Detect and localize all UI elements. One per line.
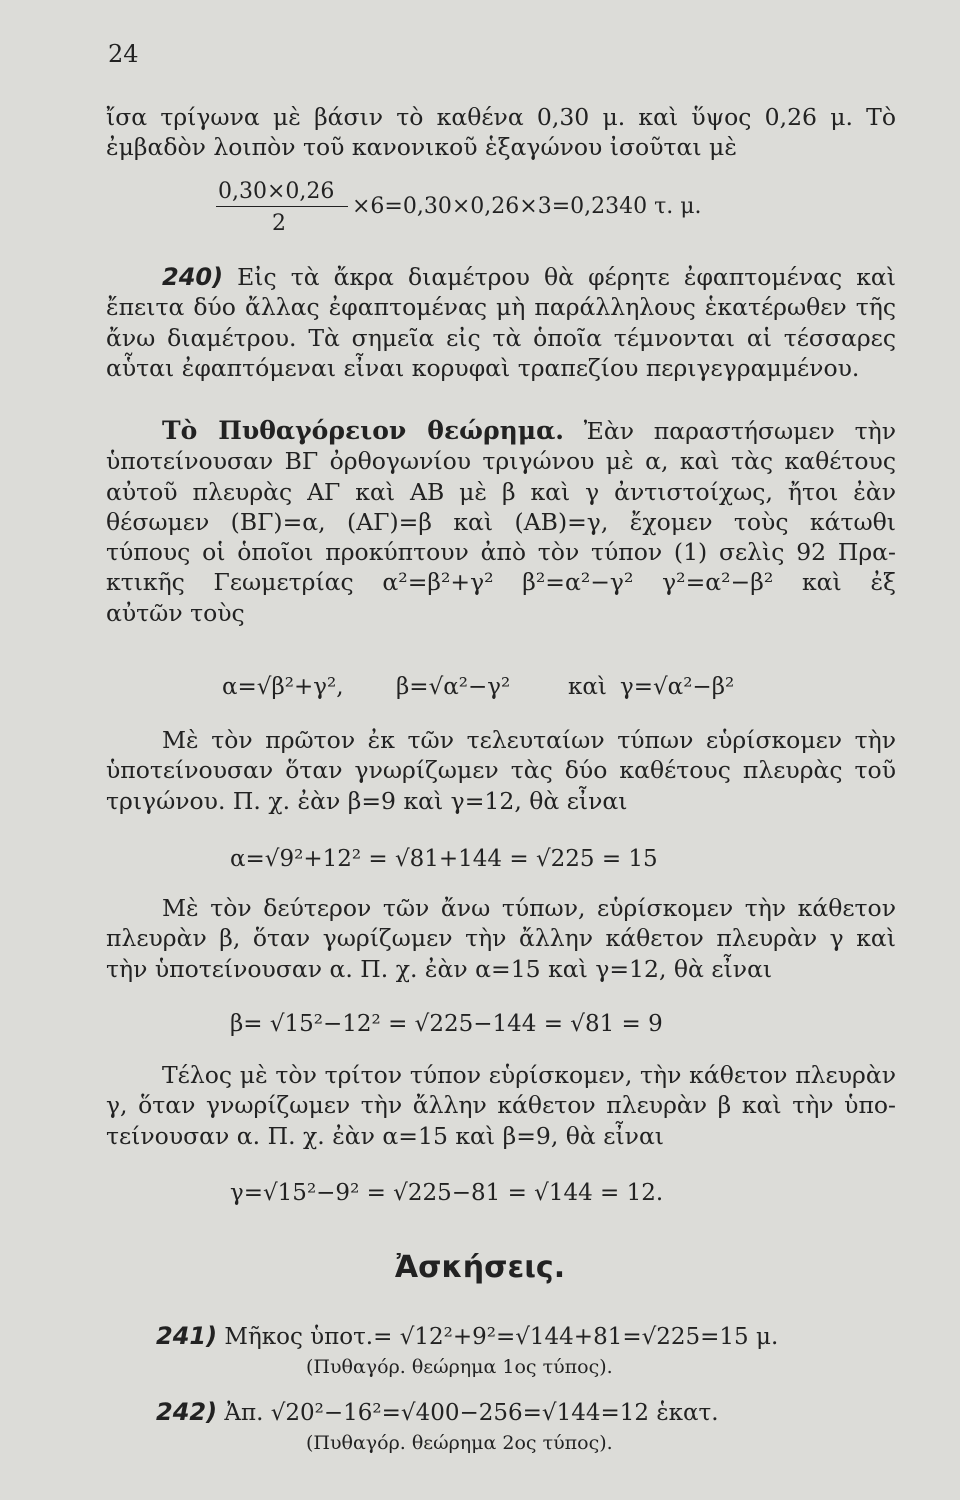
text-line: αὗται ἐφαπτόμεναι εἶναι κορυφαὶ τραπεζίου περιγεγραμμένου. (106, 353, 860, 382)
formula-a: α=√β²+γ², (222, 674, 344, 700)
exercises-heading: Ἀσκήσεις. (394, 1250, 566, 1285)
text-line: Τέλος μὲ τὸν τρίτον τύπον εὑρίσκομεν, τὴν κάθετον πλευρὰν (162, 1061, 896, 1089)
equation-beta: β= √15²−12² = √225−144 = √81 = 9 (230, 1011, 663, 1037)
text-line: θέσωμεν (ΒΓ)=α, (ΑΓ)=β καὶ (ΑΒ)=γ, ἔχομεν τοὺς κάτωθι (106, 507, 896, 536)
formula-b: β=√α²−γ² (396, 674, 511, 700)
equation-gamma: γ=√15²−9² = √225−81 = √144 = 12. (230, 1180, 664, 1206)
exercise-note: (Πυθαγόρ. θεώρημα 1ος τύπος). (306, 1356, 613, 1378)
formula-c: γ=√α²−β² (620, 674, 735, 700)
text-line: κτικῆς Γεωμετρίας α²=β²+γ² β²=α²−γ² γ²=α²−β² καὶ ἐξ (106, 568, 896, 597)
text-line: ἔπειτα δύο ἄλλας ἐφαπτομένας μὴ παράλληλους ἑκατέρωθεν τῆς (106, 293, 896, 322)
pythagoras-paragraph (106, 416, 896, 628)
first-formula-paragraph (106, 725, 896, 816)
text-line: Εἰς τὰ ἄκρα διαμέτρου θὰ φέρητε ἐφαπτομένας καὶ (223, 263, 896, 291)
text-line: ἴσα τρίγωνα μὲ βάσιν τὸ καθένα 0,30 μ. καὶ ὕψος 0,26 μ. Τὸ (106, 103, 896, 131)
fraction-denominator: 2 (272, 211, 286, 236)
fraction-result: ×6=0,30×0,26×3=0,2340 τ. μ. (352, 194, 702, 219)
text-line: Μὲ τὸν πρῶτον ἐκ τῶν τελευταίων τύπων εὑρίσκομεν τὴν (162, 726, 896, 754)
text-line: αὐτοῦ πλευρὰς ΑΓ καὶ ΑΒ μὲ β καὶ γ ἀντιστοίχως, ἤτοι ἐὰν (106, 477, 896, 506)
section-title: Τὸ Πυθαγόρειον θεώρημα. (162, 416, 565, 445)
exercise-note: (Πυθαγόρ. θεώρημα 2ος τύπος). (306, 1432, 613, 1454)
problem-number: 240) (162, 263, 224, 291)
text-line: ὑποτείνουσαν ΒΓ ὀρθογωνίου τριγώνου μὲ α, καὶ τὰς καθέτους (106, 447, 896, 476)
text-line: τριγώνου. Π. χ. ἐὰν β=9 καὶ γ=12, θὰ εἶναι (106, 786, 628, 815)
exercise-text: Ἀπ. √20²−16²=√400−256=√144=12 ἑκατ. (217, 1400, 719, 1426)
text-line: Ἐὰν παραστήσωμεν τὴν (564, 417, 896, 445)
text-line: γ, ὅταν γνωρίζωμεν τὴν ἄλλην κάθετον πλευρὰν β καὶ τὴν ὑπο- (106, 1091, 896, 1120)
text-line: ὑποτείνουσαν ὅταν γνωρίζωμεν τὰς δύο καθέτους πλευρὰς τοῦ (106, 756, 896, 785)
exercise-number: 241) (156, 1322, 218, 1350)
text-line: τείνουσαν α. Π. χ. ἐὰν α=15 καὶ β=9, θὰ εἶναι (106, 1121, 665, 1150)
text-line: αὐτῶν τοὺς (106, 598, 245, 627)
second-formula-paragraph (106, 893, 896, 984)
text-line: τὴν ὑποτείνουσαν α. Π. χ. ἐὰν α=15 καὶ γ=12, θὰ εἶναι (106, 954, 773, 983)
intro-paragraph (106, 102, 896, 163)
fraction-bar (216, 206, 348, 207)
formula-and: καὶ (568, 674, 607, 700)
exercise-242 (156, 1400, 719, 1425)
text-line: τύπους οἱ ὁποῖοι προκύπτουν ἀπὸ τὸν τύπον (1) σελὶς 92 Πρα- (106, 538, 896, 567)
problem-240 (106, 262, 896, 383)
text-line: ἄνω διαμέτρου. Τὰ σημεῖα εἰς τὰ ὁποῖα τέμνονται αἱ τέσσαρες (106, 323, 896, 352)
exercise-241 (156, 1324, 778, 1349)
third-formula-paragraph (106, 1060, 896, 1151)
text-line: πλευρὰν β, ὅταν γωρίζωμεν τὴν ἄλλην κάθετον πλευρὰν γ καὶ (106, 924, 896, 953)
text-line: ἐμβαδὸν λοιπὸν τοῦ κανονικοῦ ἑξαγώνου ἰσοῦται μὲ (106, 133, 737, 162)
equation-alpha: α=√9²+12² = √81+144 = √225 = 15 (230, 846, 658, 872)
fraction-numerator: 0,30×0,26 (218, 179, 335, 204)
text-line: Μὲ τὸν δεύτερον τῶν ἄνω τύπων, εὑρίσκομεν τὴν κάθετον (162, 894, 896, 922)
page-number: 24 (108, 40, 139, 68)
exercise-text: Μῆκος ὑποτ.= √12²+9²=√144+81=√225=15 μ. (217, 1324, 779, 1350)
exercise-number: 242) (156, 1398, 218, 1426)
